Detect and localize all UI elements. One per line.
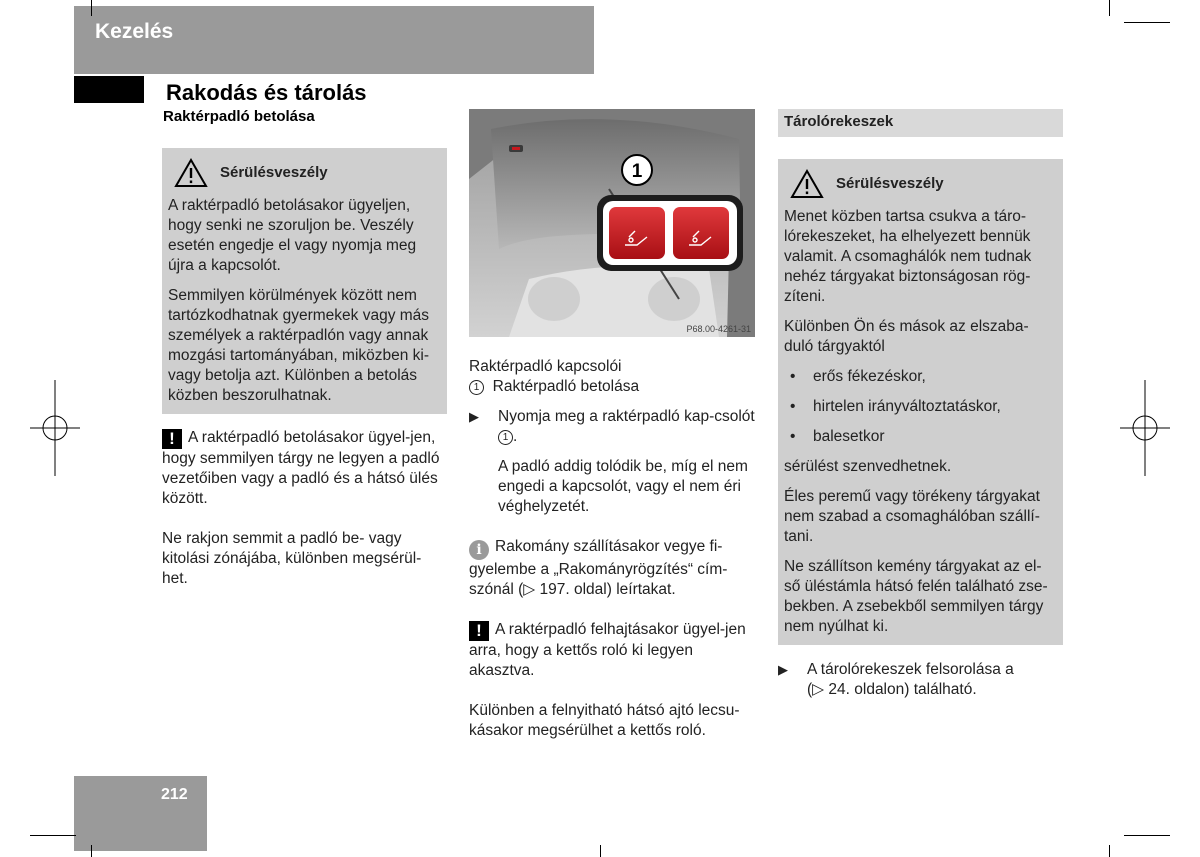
bullet-item: • erős fékezéskor, (790, 368, 926, 385)
warning-header (168, 158, 441, 188)
notice-paragraph (469, 620, 755, 681)
chapter-title: Kezelés (95, 20, 174, 43)
exclamation-icon: ! (162, 429, 182, 449)
step-number: 1 (498, 430, 513, 445)
bullet-icon: • (790, 368, 796, 385)
play-arrow-icon: ▶ (778, 662, 788, 677)
warning-title: Sérülésveszély (220, 164, 328, 181)
figure-caption: Raktérpadló kapcsolói (469, 358, 622, 375)
warning-box (778, 159, 1063, 645)
crop-mark (1124, 835, 1170, 836)
floor-switch-left (609, 207, 665, 259)
body-text: Ne rakjon semmit a padló be- vagy kitolási zónájába, különben megsérül-het. (162, 530, 422, 587)
notice-text: A raktérpadló betolásakor ügyel-jen, hogy semmilyen tárgy ne legyen a padló vezetőiben vagy a padló és a hátsó ülés között. (162, 429, 440, 507)
page-ref-icon: ▷ (812, 681, 825, 698)
warning-text: Ne szállítson kemény tárgyakat az el-ső üléstámla hátsó felén található zse-bekben. A zsebekből semmilyen tárgy nem nyúlhat ki. (784, 558, 1048, 635)
crop-mark (1109, 845, 1110, 857)
step-text: Nyomja meg a raktérpadló kap-csolót (498, 408, 755, 425)
notice-paragraph (162, 428, 447, 509)
crop-mark (600, 845, 601, 857)
legend-number: 1 (469, 380, 484, 395)
warning-triangle-icon (174, 158, 208, 188)
body-text: Különben a felnyitható hátsó ajtó lecsu-kásakor megsérülhet a kettős roló. (469, 702, 740, 739)
legend-item (469, 377, 755, 397)
instruction-step (469, 407, 755, 447)
page-number: 212 (161, 786, 188, 803)
bullet-icon: • (790, 398, 796, 415)
crop-mark (30, 835, 76, 836)
tailgate-switch-figure (469, 109, 755, 337)
callout-number: 1 (631, 161, 643, 182)
registration-mark-right (1120, 380, 1170, 476)
warning-text: Éles peremű vagy törékeny tárgyakat nem szabad a csomaghálóban szállí-tani. (784, 488, 1040, 545)
registration-mark-left (30, 380, 80, 476)
figure-code: P68.00-4261-31 (686, 324, 751, 334)
exclamation-icon: ! (469, 621, 489, 641)
warning-triangle-icon (790, 169, 824, 199)
warning-text: Különben Ön és mások az elszaba-duló tárgyaktól (784, 318, 1029, 355)
crop-mark (91, 845, 92, 857)
info-paragraph (469, 537, 755, 600)
legend-text: Raktérpadló betolása (492, 378, 640, 395)
info-text: Rakomány szállításakor vegye fi-gyelembe a „Rakományrögzítés“ cím-szónál ( (469, 538, 728, 598)
middle-column (469, 357, 755, 741)
warning-title: Sérülésveszély (836, 175, 944, 192)
subsection-title: Raktérpadló betolása (163, 108, 315, 125)
play-arrow-icon: ▶ (469, 409, 479, 424)
section-marker (74, 76, 144, 103)
storage-heading: Tárolórekeszek (778, 109, 1063, 137)
info-icon: i (469, 540, 489, 560)
warning-header (784, 169, 1057, 199)
crop-mark (91, 0, 92, 16)
floor-switch-right (673, 207, 729, 259)
step-text-end: 24. oldalon) található. (824, 681, 977, 698)
step-result: A padló addig tolódik be, míg el nem engedi a kapcsolót, vagy el nem éri véghelyzetét. (498, 458, 748, 515)
crop-mark (1124, 22, 1170, 23)
bullet-item: • hirtelen irányváltoztatáskor, (790, 398, 1001, 415)
section-title: Rakodás és tárolás (166, 80, 367, 105)
notice-text: A raktérpadló felhajtásakor ügyel-jen arra, hogy a kettős roló ki legyen akasztva. (469, 621, 746, 679)
tailgate-illustration (469, 109, 755, 337)
crop-mark (1109, 0, 1110, 16)
warning-text: sérülést szenvedhetnek. (784, 458, 952, 475)
warning-box (162, 148, 447, 414)
page-ref-icon: ▷ (523, 581, 536, 598)
instruction-step: ▶ A tárolórekeszek felsorolása a (▷ 24. oldalon) található. (778, 661, 1014, 698)
warning-text: Semmilyen körülmények között nem tartózkodhatnak gyermekek vagy más személyek a raktérpadlón vagy annak mozgási tartományában, miközben ki-vagy betolja azt. Különben a betolás közben beszorulhatnak. (168, 287, 430, 404)
step-text: A tárolórekeszek felsorolása a (807, 661, 1014, 678)
info-text-end: 197. oldal) leírtakat. (535, 581, 676, 598)
right-column (778, 159, 1063, 700)
bullet-item: • balesetkor (790, 428, 885, 445)
step-end: . (513, 428, 518, 445)
left-column (162, 148, 447, 589)
warning-text: A raktérpadló betolásakor ügyeljen, hogy senki ne szoruljon be. Veszély esetén engedje el vagy nyomja meg újra a kapcsolót. (168, 197, 417, 274)
warning-text: Menet közben tartsa csukva a táro-lórekeszeket, ha elhelyezett bennük valamit. A csomaghálók nem tudnak nehéz tárgyakat biztonságosan rög-zíteni. (784, 208, 1032, 305)
bullet-icon: • (790, 428, 796, 445)
